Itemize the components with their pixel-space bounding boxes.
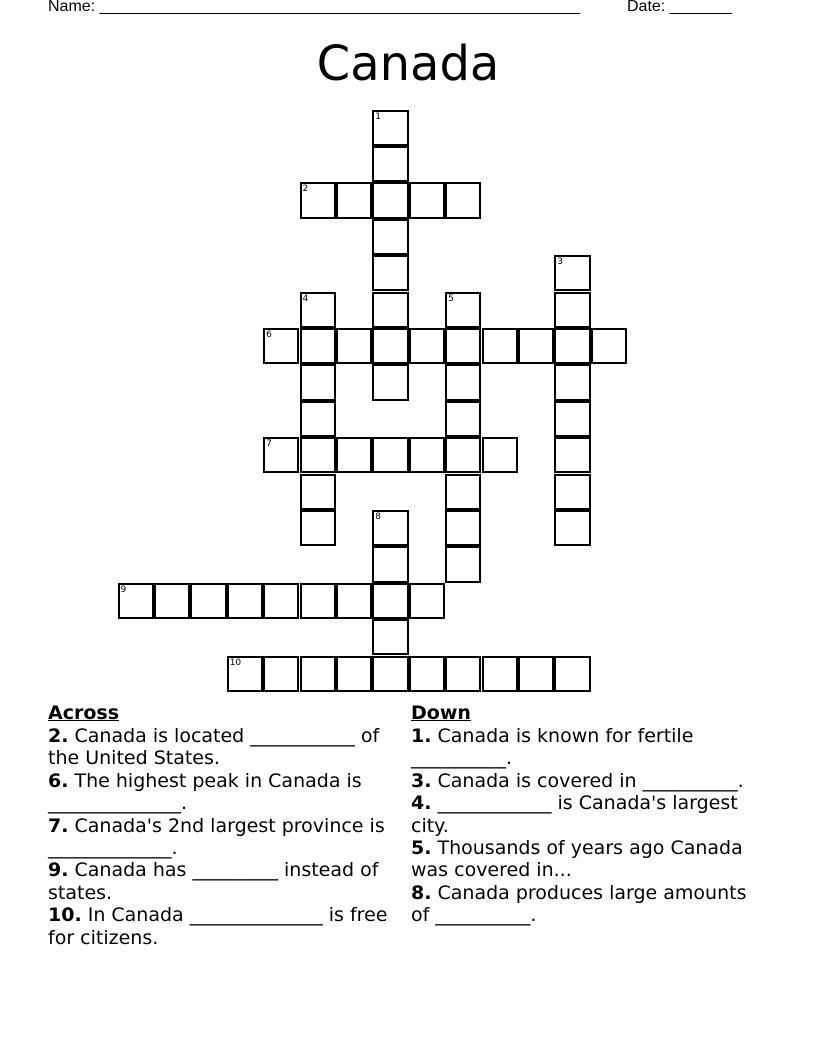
clue-number: 4 — [302, 293, 309, 304]
date-field-label: Date: _______ — [627, 0, 732, 15]
clue-number: 5 — [448, 293, 454, 304]
crossword-cell[interactable] — [227, 583, 263, 619]
clue-number: 4. — [411, 792, 432, 815]
clue-text: Thousands of years ago Canada was covered in... — [411, 837, 743, 882]
crossword-cell[interactable] — [372, 656, 408, 692]
clue-number: 5. — [411, 837, 432, 860]
across-clue — [48, 725, 393, 770]
clue-number: 2. — [48, 725, 69, 747]
crossword-cell[interactable] — [300, 474, 336, 510]
across-clue — [48, 815, 393, 860]
crossword-cell[interactable] — [300, 292, 336, 328]
crossword-cell[interactable] — [554, 474, 590, 510]
down-clue — [411, 882, 756, 927]
crossword-cell[interactable] — [190, 583, 226, 619]
crossword-cell[interactable] — [336, 656, 372, 692]
clue-number: 8 — [375, 511, 382, 522]
crossword-cell[interactable] — [263, 437, 299, 473]
clue-number: 3 — [557, 257, 564, 268]
crossword-cell[interactable] — [372, 510, 408, 546]
clue-text: ____________ is Canada's largest city. — [411, 792, 738, 837]
clue-number: 7 — [266, 439, 272, 450]
crossword-cell[interactable] — [409, 182, 445, 218]
across-clue — [48, 859, 393, 904]
crossword-cell[interactable] — [482, 437, 518, 473]
crossword-cell[interactable] — [227, 656, 263, 692]
crossword-cell[interactable] — [554, 328, 590, 364]
crossword-cell[interactable] — [372, 364, 408, 400]
crossword-cell[interactable] — [372, 619, 408, 655]
crossword-cell[interactable] — [554, 255, 590, 291]
crossword-cell[interactable] — [336, 437, 372, 473]
clue-text: Canada's 2nd largest province is _____________. — [48, 814, 385, 860]
clue-number: 2 — [302, 184, 309, 195]
crossword-cell[interactable] — [300, 182, 336, 218]
clue-text: Canada has _________ instead of states. — [48, 859, 379, 904]
crossword-cell[interactable] — [445, 546, 481, 582]
crossword-cell[interactable] — [591, 328, 627, 364]
crossword-cell[interactable] — [372, 328, 408, 364]
crossword-cell[interactable] — [118, 583, 154, 619]
crossword-cell[interactable] — [300, 401, 336, 437]
crossword-cell[interactable] — [518, 656, 554, 692]
across-clue — [48, 904, 393, 949]
crossword-cell[interactable] — [372, 182, 408, 218]
crossword-cell[interactable] — [445, 401, 481, 437]
crossword-cell[interactable] — [445, 437, 481, 473]
crossword-cell[interactable] — [554, 437, 590, 473]
clue-number: 10. — [48, 904, 82, 927]
down-clue — [411, 837, 756, 882]
crossword-cell[interactable] — [336, 583, 372, 619]
name-field-label: Name: ______________________________________________________ — [48, 0, 581, 15]
crossword-cell[interactable] — [300, 437, 336, 473]
crossword-cell[interactable] — [263, 328, 299, 364]
crossword-cell[interactable] — [300, 510, 336, 546]
crossword-cell[interactable] — [372, 546, 408, 582]
clue-text: Canada is located ___________ of the United States. — [48, 725, 380, 770]
crossword-cell[interactable] — [409, 437, 445, 473]
down-clue — [411, 792, 756, 837]
crossword-cell[interactable] — [300, 328, 336, 364]
across-clue — [48, 770, 393, 815]
crossword-cell[interactable] — [445, 510, 481, 546]
clue-number: 7. — [48, 814, 69, 837]
crossword-cell[interactable] — [154, 583, 190, 619]
clue-number: 9 — [120, 584, 127, 595]
down-clue — [411, 725, 756, 770]
crossword-cell[interactable] — [372, 437, 408, 473]
crossword-cell[interactable] — [372, 219, 408, 255]
crossword-cell[interactable] — [518, 328, 554, 364]
crossword-cell[interactable] — [445, 364, 481, 400]
crossword-cell[interactable] — [372, 110, 408, 146]
crossword-cell[interactable] — [372, 255, 408, 291]
crossword-cell[interactable] — [445, 656, 481, 692]
crossword-cell[interactable] — [300, 364, 336, 400]
clue-number: 6 — [266, 329, 272, 340]
clue-number: 1. — [411, 725, 432, 747]
crossword-cell[interactable] — [336, 328, 372, 364]
clue-number: 3. — [411, 769, 432, 792]
crossword-cell[interactable] — [445, 328, 481, 364]
crossword-cell[interactable] — [445, 292, 481, 328]
crossword-cell[interactable] — [554, 656, 590, 692]
crossword-cell[interactable] — [300, 656, 336, 692]
clue-text: In Canada ______________ is free for citizens. — [48, 904, 388, 949]
crossword-cell[interactable] — [554, 292, 590, 328]
clue-text: Canada is covered in __________. — [431, 769, 744, 792]
clue-number: 10 — [229, 657, 242, 668]
crossword-cell[interactable] — [263, 656, 299, 692]
crossword-cell[interactable] — [445, 474, 481, 510]
crossword-cell[interactable] — [336, 182, 372, 218]
clue-number: 8. — [411, 881, 432, 904]
clue-text: Canada produces large amounts of __________. — [411, 881, 747, 927]
clue-text: Canada is known for fertile __________. — [411, 725, 694, 770]
down-heading: Down — [411, 702, 471, 724]
crossword-cell[interactable] — [409, 583, 445, 619]
crossword-cell[interactable] — [263, 583, 299, 619]
clue-number: 6. — [48, 769, 69, 792]
crossword-cell[interactable] — [554, 401, 590, 437]
crossword-cell[interactable] — [409, 656, 445, 692]
page-title: Canada — [316, 36, 500, 92]
crossword-cell[interactable] — [554, 364, 590, 400]
crossword-cell[interactable] — [409, 328, 445, 364]
clue-number: 1 — [375, 111, 382, 122]
down-clues — [411, 701, 756, 927]
crossword-cell[interactable] — [554, 510, 590, 546]
crossword-cell[interactable] — [482, 656, 518, 692]
clue-number: 9. — [48, 859, 69, 882]
crossword-cell[interactable] — [482, 328, 518, 364]
crossword-cell[interactable] — [372, 146, 408, 182]
crossword-cell[interactable] — [300, 583, 336, 619]
crossword-cell[interactable] — [372, 583, 408, 619]
crossword-cell[interactable] — [445, 182, 481, 218]
down-clue — [411, 770, 756, 792]
across-clues — [48, 701, 393, 949]
clue-text: The highest peak in Canada is ______________. — [48, 769, 362, 815]
across-heading: Across — [48, 702, 120, 724]
crossword-cell[interactable] — [372, 292, 408, 328]
